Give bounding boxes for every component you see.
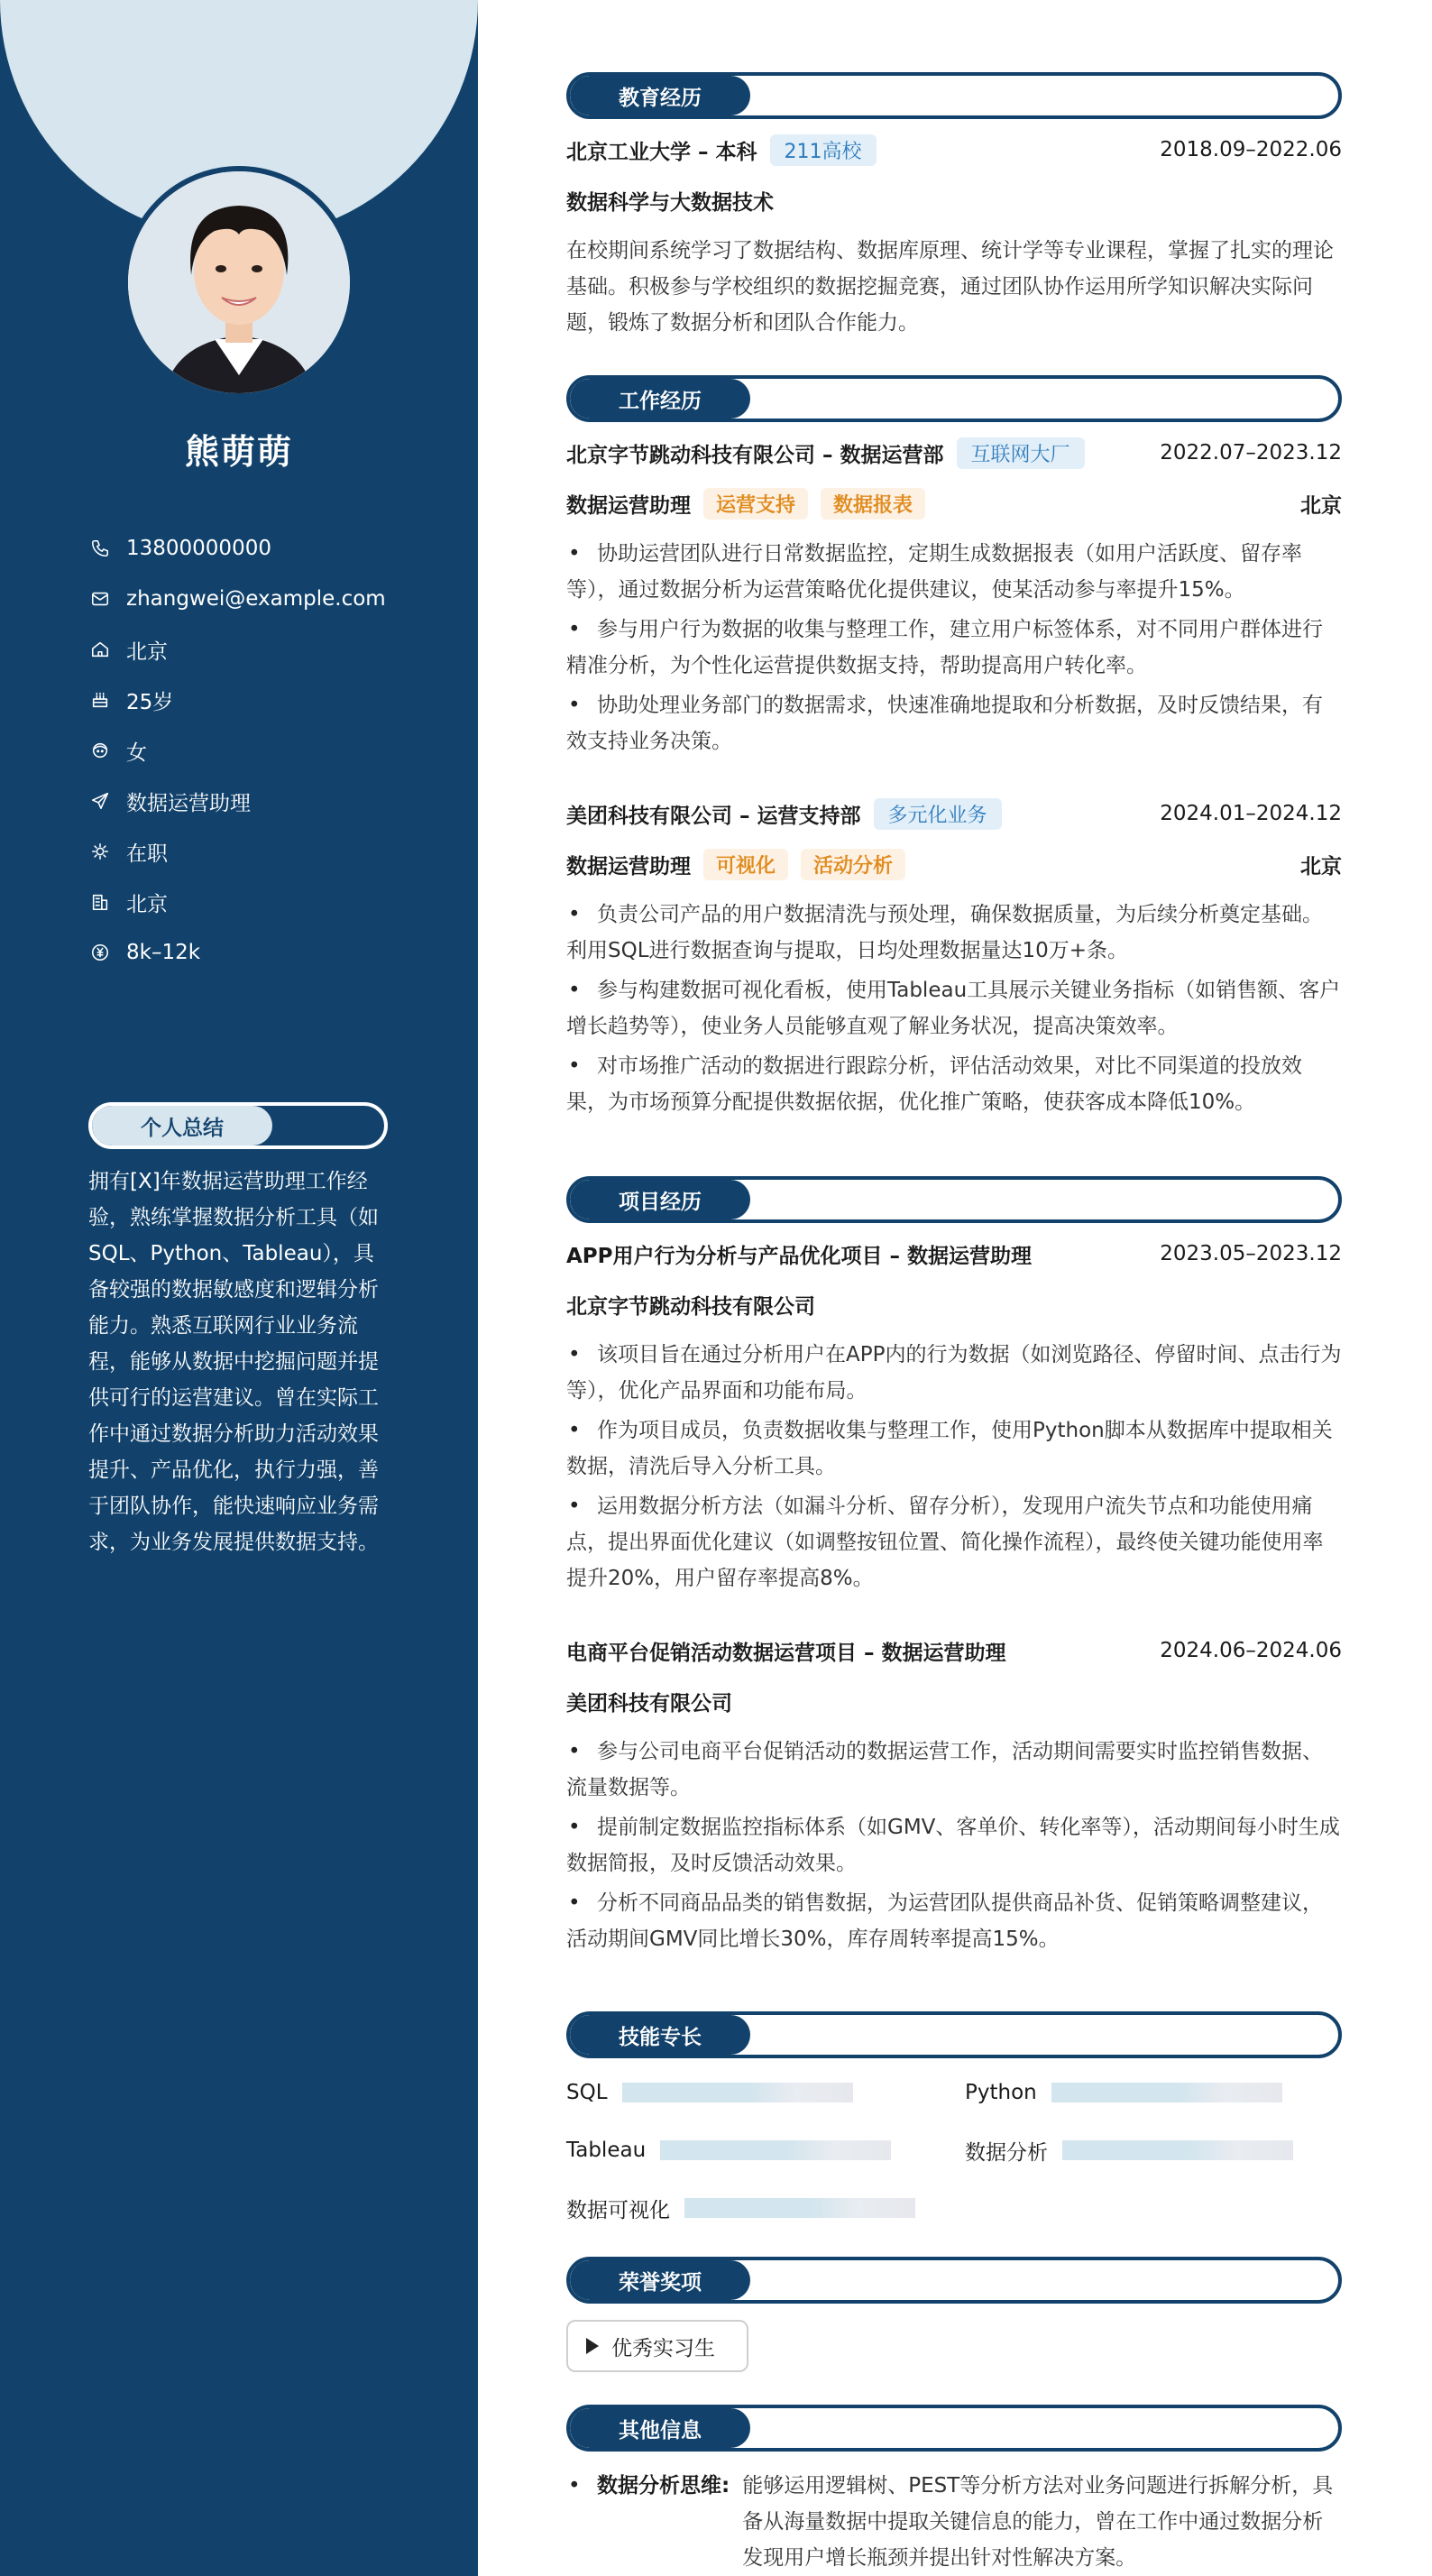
avatar xyxy=(123,166,355,399)
candidate-name: 熊萌萌 xyxy=(184,432,293,472)
role-tag: 运营支持 xyxy=(703,488,808,520)
skill-item xyxy=(566,2075,853,2111)
contact-text: zhangwei@example.com xyxy=(126,587,386,611)
skill-item xyxy=(965,2132,1293,2168)
contact-list xyxy=(88,523,449,978)
job-role: 数据运营助理 xyxy=(566,854,691,879)
summary-section-header xyxy=(88,1102,388,1149)
project-org: 美团科技有限公司 xyxy=(566,1691,732,1716)
skill-name: 数据分析 xyxy=(965,2140,1048,2165)
skill-level-bar xyxy=(1051,2083,1282,2102)
education-row xyxy=(566,132,1342,168)
honor-label: 优秀实习生 xyxy=(611,2336,715,2360)
section-title: 荣誉奖项 xyxy=(570,2260,750,2300)
contact-city xyxy=(88,877,449,927)
skill-level-bar xyxy=(660,2140,891,2160)
projects-section-header xyxy=(566,1176,1342,1223)
contact-phone xyxy=(88,523,449,574)
list-item: • 参与构建数据可视化看板，使用Tableau工具展示关键业务指标（如销售额、客户增长趋势等），使业务人员能够直观了解业务状况，提高决策效率。 xyxy=(566,972,1342,1044)
section-title: 其他信息 xyxy=(570,2408,750,2448)
job-city: 北京 xyxy=(1300,854,1342,879)
list-item: • 作为项目成员，负责数据收集与整理工作，使用Python脚本从数据库中提取相关数据，清洗后导入分析工具。 xyxy=(566,1412,1342,1485)
salary-icon xyxy=(88,941,112,964)
job-bullets xyxy=(566,897,1342,1124)
skills-section-header xyxy=(566,2011,1342,2058)
list-item: • 运用数据分析方法（如漏斗分析、留存分析），发现用户流失节点和功能使用痛点，提出界面优化建议（如调整按钮位置、简化操作流程），最终使关键功能使用率提升20%，用户留存率提高8%。 xyxy=(566,1488,1342,1596)
skill-item xyxy=(566,2190,915,2226)
job-date: 2024.01–2024.12 xyxy=(1160,802,1342,825)
list-item: • 对市场推广活动的数据进行跟踪分析，评估活动效果，对比不同渠道的投放效果，为市场预算分配提供数据依据，优化推广策略，使获客成本降低10%。 xyxy=(566,1048,1342,1120)
contact-text: 北京 xyxy=(126,639,168,664)
project-header xyxy=(566,1236,1342,1272)
skill-item xyxy=(965,2075,1282,2111)
other-value: 能够运用逻辑树、PEST等分析方法对业务问题进行拆解分析，具备从海量数据中提取关键信息的能力，曾在工作中通过数据分析发现用户增长瓶颈并提出针对性解决方案。 xyxy=(742,2474,1334,2570)
skill-level-bar xyxy=(622,2083,853,2102)
list-item: • 协助处理业务部门的数据需求，快速准确地提取和分析数据，及时反馈结果，有效支持业务决策。 xyxy=(566,687,1342,759)
school-tag: 211高校 xyxy=(770,134,877,166)
status-icon xyxy=(88,840,112,863)
education-section-header xyxy=(566,72,1342,119)
job-date: 2022.07–2023.12 xyxy=(1160,441,1342,465)
contact-position xyxy=(88,776,449,826)
project-bullets xyxy=(566,1734,1342,1961)
contact-salary xyxy=(88,927,449,978)
contact-text: 8k–12k xyxy=(126,941,201,964)
project-header xyxy=(566,1633,1342,1669)
list-item: • 该项目旨在通过分析用户在APP内的行为数据（如浏览路径、停留时间、点击行为等），优化产品界面和功能布局。 xyxy=(566,1337,1342,1409)
contact-text: 25岁 xyxy=(126,690,174,714)
role-tag: 可视化 xyxy=(703,849,788,880)
job-header xyxy=(566,796,1342,832)
contact-email xyxy=(88,574,449,624)
list-item: • 协助运营团队进行日常数据监控，定期生成数据报表（如用户活跃度、留存率等），通过数据分析为运营策略优化提供建议，使某活动参与率提升15%。 xyxy=(566,536,1342,608)
phone-icon xyxy=(88,537,112,560)
job-company: 北京字节跳动科技有限公司 – 数据运营部 xyxy=(566,443,944,467)
list-item: • 提前制定数据监控指标体系（如GMV、客单价、转化率等），活动期间每小时生成数据简报，及时反馈活动效果。 xyxy=(566,1809,1342,1881)
job-bullets xyxy=(566,536,1342,763)
contact-location xyxy=(88,624,449,675)
job-tag: 多元化业务 xyxy=(874,798,1002,830)
role-tag: 数据报表 xyxy=(821,488,925,520)
job-city: 北京 xyxy=(1300,493,1342,518)
contact-text: 女 xyxy=(126,741,147,765)
project-name: 电商平台促销活动数据运营项目 – 数据运营助理 xyxy=(566,1641,1006,1665)
gender-icon xyxy=(88,739,112,762)
list-item: • 参与公司电商平台促销活动的数据运营工作，活动期间需要实时监控销售数据、流量数据等。 xyxy=(566,1734,1342,1806)
job-header xyxy=(566,435,1342,471)
section-title: 教育经历 xyxy=(570,76,750,115)
honor-item xyxy=(566,2320,748,2372)
play-icon xyxy=(586,2338,599,2354)
contact-text: 数据运营助理 xyxy=(126,791,251,815)
job-role: 数据运营助理 xyxy=(566,493,691,518)
project-org-row xyxy=(566,1683,1342,1719)
project-name: APP用户行为分析与产品优化项目 – 数据运营助理 xyxy=(566,1244,1033,1268)
other-info-item xyxy=(566,2468,1342,2576)
skill-name: SQL xyxy=(566,2081,608,2104)
job-role-row xyxy=(566,485,1342,521)
section-title: 个人总结 xyxy=(92,1106,272,1145)
job-tag: 互联网大厂 xyxy=(957,437,1085,469)
project-date: 2023.05–2023.12 xyxy=(1160,1242,1342,1265)
skill-name: 数据可视化 xyxy=(566,2198,670,2222)
bullet-icon: • xyxy=(568,2474,581,2498)
paper-plane-icon xyxy=(88,789,112,813)
project-date: 2024.06–2024.06 xyxy=(1160,1639,1342,1662)
major: 数据科学与大数据技术 xyxy=(566,190,774,215)
building-icon xyxy=(88,890,112,914)
skill-item xyxy=(566,2132,891,2168)
skill-name: Python xyxy=(965,2081,1037,2104)
list-item: • 分析不同商品品类的销售数据，为运营团队提供商品补货、促销策略调整建议，活动期间GMV同比增长30%，库存周转率提高15%。 xyxy=(566,1885,1342,1957)
cake-icon xyxy=(88,688,112,712)
contact-gender xyxy=(88,725,449,776)
list-item: • 负责公司产品的用户数据清洗与预处理，确保数据质量，为后续分析奠定基础。利用SQL进行数据查询与提取，日均处理数据量达10万+条。 xyxy=(566,897,1342,969)
summary-text: 拥有[X]年数据运营助理工作经验，熟练掌握数据分析工具（如SQL、Python、Tableau），具备较强的数据敏感度和逻辑分析能力。熟悉互联网行业业务流程，能够从数据中挖掘问题并提供可行的运营建议。曾在实际工作中通过数据分析助力活动效果提升、产品优化，执行力强，善于团队协作，能快速响应业务需求，为业务发展提供数据支持。 xyxy=(88,1170,379,1554)
skill-level-bar xyxy=(684,2198,915,2218)
project-org: 北京字节跳动科技有限公司 xyxy=(566,1294,815,1319)
sidebar xyxy=(0,0,478,2576)
contact-age xyxy=(88,675,449,725)
major-row xyxy=(566,182,1342,218)
education-description: 在校期间系统学习了数据结构、数据库原理、统计学等专业课程，掌握了扎实的理论基础。积极参与学校组织的数据挖掘竞赛，通过团队协作运用所学知识解决实际问题，锻炼了数据分析和团队合作能力。 xyxy=(566,239,1334,335)
section-title: 项目经历 xyxy=(570,1180,750,1219)
section-title: 技能专长 xyxy=(570,2015,750,2055)
contact-text: 北京 xyxy=(126,892,168,916)
home-icon xyxy=(88,638,112,661)
contact-text: 在职 xyxy=(126,842,168,866)
other-section-header xyxy=(566,2405,1342,2452)
list-item: • 参与用户行为数据的收集与整理工作，建立用户标签体系，对不同用户群体进行精准分析，为个性化运营提供数据支持，帮助提高用户转化率。 xyxy=(566,612,1342,684)
mail-icon xyxy=(88,587,112,611)
section-title: 工作经历 xyxy=(570,379,750,419)
role-tag: 活动分析 xyxy=(801,849,905,880)
contact-text: 13800000000 xyxy=(126,537,271,560)
work-section-header xyxy=(566,375,1342,422)
education-date: 2018.09–2022.06 xyxy=(1160,138,1342,161)
project-bullets xyxy=(566,1337,1342,1600)
other-label: 数据分析思维: xyxy=(597,2474,730,2498)
job-role-row xyxy=(566,846,1342,882)
school-name: 北京工业大学 – 本科 xyxy=(566,140,757,164)
honors-section-header xyxy=(566,2257,1342,2304)
skill-level-bar xyxy=(1062,2140,1293,2160)
contact-status xyxy=(88,826,449,877)
project-org-row xyxy=(566,1286,1342,1322)
job-company: 美团科技有限公司 – 运营支持部 xyxy=(566,804,861,828)
skill-name: Tableau xyxy=(566,2139,647,2162)
